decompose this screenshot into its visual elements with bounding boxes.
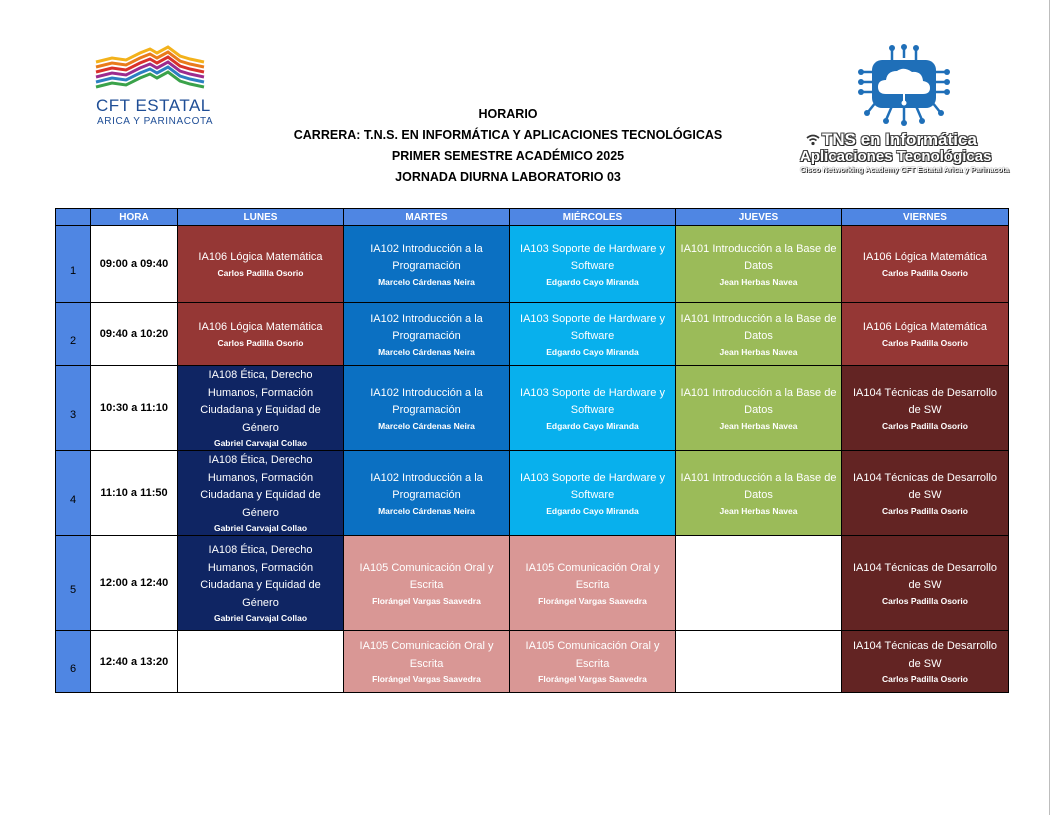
title-line-2: CARRERA: T.N.S. EN INFORMÁTICA Y APLICACIONES TECNOLÓGICAS bbox=[293, 128, 723, 142]
logo-title-text: TNS en Informática bbox=[822, 130, 977, 149]
course-name: IA101 Introducción a la Base de Datos bbox=[680, 242, 837, 272]
course-name: IA105 Comunicación Oral y Escrita bbox=[525, 640, 660, 670]
row-number bbox=[56, 303, 91, 366]
row-number bbox=[56, 631, 91, 693]
time-cell: 11:10 a 11:50 bbox=[91, 451, 178, 536]
class-cell-ia104 bbox=[842, 631, 1009, 693]
course-name: IA103 Soporte de Hardware y Software bbox=[520, 312, 665, 342]
class-cell-ia102 bbox=[344, 366, 510, 451]
teacher-name: Jean Herbas Navea bbox=[719, 420, 798, 431]
header-jueves: JUEVES bbox=[676, 209, 842, 226]
course-name: IA101 Introducción a la Base de Datos bbox=[680, 312, 837, 342]
teacher-name: Edgardo Cayo Miranda bbox=[546, 276, 639, 287]
course-name: IA101 Introducción a la Base de Datos bbox=[680, 386, 837, 416]
row-number bbox=[56, 536, 91, 631]
teacher-name: Carlos Padilla Osorio bbox=[217, 267, 304, 278]
empty-cell bbox=[676, 536, 842, 631]
teacher-name: Jean Herbas Navea bbox=[719, 346, 798, 357]
class-cell-ia105 bbox=[510, 536, 676, 631]
header-hora: HORA bbox=[91, 209, 178, 226]
header-martes: MARTES bbox=[344, 209, 510, 226]
row-number-text: 1 bbox=[69, 265, 77, 277]
class-cell-ia105 bbox=[344, 536, 510, 631]
table-row bbox=[56, 303, 1009, 366]
teacher-name: Jean Herbas Navea bbox=[719, 505, 798, 516]
class-cell-ia104 bbox=[842, 366, 1009, 451]
teacher-name: Florángel Vargas Saavedra bbox=[372, 674, 481, 684]
class-cell-ia108 bbox=[178, 366, 344, 451]
table-row bbox=[56, 536, 1009, 631]
course-name: IA103 Soporte de Hardware y Software bbox=[520, 386, 665, 416]
course-name: IA106 Lógica Matemática bbox=[862, 251, 988, 264]
class-cell-ia103 bbox=[510, 451, 676, 536]
course-name: IA102 Introducción a la Programación bbox=[370, 386, 483, 416]
header-number bbox=[56, 209, 91, 226]
teacher-name: Florángel Vargas Saavedra bbox=[538, 674, 647, 684]
teacher-name: Carlos Padilla Osorio bbox=[882, 595, 968, 606]
course-name: IA101 Introducción a la Base de Datos bbox=[680, 471, 837, 501]
class-cell-ia108 bbox=[178, 536, 344, 631]
schedule-title bbox=[200, 104, 816, 188]
teacher-name: Carlos Padilla Osorio bbox=[882, 420, 968, 431]
class-cell-ia102 bbox=[344, 451, 510, 536]
time-cell: 09:40 a 10:20 bbox=[91, 303, 178, 366]
course-name: IA106 Lógica Matemática bbox=[198, 321, 323, 334]
course-name: IA105 Comunicación Oral y Escrita bbox=[525, 561, 660, 591]
course-name: IA102 Introducción a la Programación bbox=[370, 242, 483, 272]
header-lunes: LUNES bbox=[178, 209, 344, 226]
course-name: IA106 Lógica Matemática bbox=[198, 251, 323, 264]
logo-brand-text: CFT ESTATAL bbox=[96, 96, 211, 115]
teacher-name: Marcelo Cárdenas Neira bbox=[378, 505, 475, 516]
title-line-1: HORARIO bbox=[478, 107, 538, 121]
empty-cell bbox=[676, 631, 842, 693]
class-cell-ia101 bbox=[676, 366, 842, 451]
teacher-name: Marcelo Cárdenas Neira bbox=[378, 276, 475, 287]
course-name: IA104 Técnicas de Desarrollo de SW bbox=[852, 561, 998, 591]
table-row bbox=[56, 366, 1009, 451]
class-cell-ia102 bbox=[344, 303, 510, 366]
row-number bbox=[56, 226, 91, 303]
class-cell-ia104 bbox=[842, 536, 1009, 631]
class-cell-ia101 bbox=[676, 303, 842, 366]
class-cell-ia103 bbox=[510, 366, 676, 451]
class-cell-ia106 bbox=[178, 303, 344, 366]
title-line-3: PRIMER SEMESTRE ACADÉMICO 2025 bbox=[391, 149, 625, 163]
row-number bbox=[56, 366, 91, 451]
course-name: IA105 Comunicación Oral y Escrita bbox=[359, 561, 494, 591]
table-row bbox=[56, 226, 1009, 303]
course-name: IA102 Introducción a la Programación bbox=[370, 312, 483, 342]
teacher-name: Florángel Vargas Saavedra bbox=[538, 595, 647, 606]
cft-logo bbox=[94, 44, 214, 128]
teacher-name: Marcelo Cárdenas Neira bbox=[378, 420, 475, 431]
header-viernes: VIERNES bbox=[842, 209, 1009, 226]
mountain-stripes-icon bbox=[94, 44, 209, 94]
class-cell-ia106 bbox=[842, 303, 1009, 366]
class-cell-ia103 bbox=[510, 226, 676, 303]
class-cell-ia105 bbox=[344, 631, 510, 693]
class-cell-ia102 bbox=[344, 226, 510, 303]
teacher-name: Carlos Padilla Osorio bbox=[882, 267, 968, 278]
course-name: IA102 Introducción a la Programación bbox=[370, 471, 483, 501]
teacher-name: Jean Herbas Navea bbox=[719, 276, 798, 287]
class-cell-ia106 bbox=[842, 226, 1009, 303]
time-cell: 12:00 a 12:40 bbox=[91, 536, 178, 631]
teacher-name: Edgardo Cayo Miranda bbox=[546, 420, 639, 431]
class-cell-ia105 bbox=[510, 631, 676, 693]
course-name: IA104 Técnicas de Desarrollo de SW bbox=[852, 471, 998, 501]
course-name: IA105 Comunicación Oral y Escrita bbox=[359, 640, 494, 670]
table-row bbox=[56, 451, 1009, 536]
row-number-text: 2 bbox=[69, 335, 77, 347]
course-name: IA108 Ética, Derecho Humanos, Formación Ciudadana y Equidad de Género bbox=[200, 369, 321, 434]
teacher-name: Carlos Padilla Osorio bbox=[882, 674, 968, 684]
logo-title-line bbox=[806, 130, 977, 150]
logo-subtitle-text: ARICA Y PARINACOTA bbox=[97, 116, 214, 127]
schedule-table bbox=[55, 208, 1009, 693]
teacher-name: Carlos Padilla Osorio bbox=[217, 337, 304, 348]
course-name: IA108 Ética, Derecho Humanos, Formación Ciudadana y Equidad de Género bbox=[200, 544, 321, 609]
course-name: IA106 Lógica Matemática bbox=[862, 321, 988, 334]
teacher-name: Carlos Padilla Osorio bbox=[882, 337, 968, 348]
row-number-text: 5 bbox=[69, 584, 77, 596]
logo-academy-line: Cisco Networking Academy CFT Estatal Arica y Parinacota bbox=[800, 165, 1010, 174]
cloud-circuit-icon bbox=[856, 44, 952, 126]
class-cell-ia108 bbox=[178, 451, 344, 536]
class-cell-ia104 bbox=[842, 451, 1009, 536]
tns-logo bbox=[798, 44, 1010, 180]
header-miercoles: MIÉRCOLES bbox=[510, 209, 676, 226]
teacher-name: Gabriel Carvajal Collao bbox=[213, 523, 308, 533]
teacher-name: Edgardo Cayo Miranda bbox=[546, 505, 639, 516]
teacher-name: Marcelo Cárdenas Neira bbox=[378, 346, 475, 357]
teacher-name: Gabriel Carvajal Collao bbox=[213, 438, 308, 448]
row-number-text: 3 bbox=[69, 409, 77, 421]
course-name: IA104 Técnicas de Desarrollo de SW bbox=[852, 640, 998, 670]
teacher-name: Florángel Vargas Saavedra bbox=[372, 595, 481, 606]
teacher-name: Gabriel Carvajal Collao bbox=[213, 613, 308, 623]
time-cell: 09:00 a 09:40 bbox=[91, 226, 178, 303]
course-name: IA103 Soporte de Hardware y Software bbox=[520, 242, 665, 272]
row-number-text: 6 bbox=[69, 662, 77, 675]
header-row bbox=[56, 209, 1009, 226]
class-cell-ia101 bbox=[676, 451, 842, 536]
title-line-4: JORNADA DIURNA LABORATORIO 03 bbox=[395, 170, 621, 184]
class-cell-ia106 bbox=[178, 226, 344, 303]
time-cell: 12:40 a 13:20 bbox=[91, 631, 178, 693]
course-name: IA103 Soporte de Hardware y Software bbox=[520, 471, 665, 501]
class-cell-ia101 bbox=[676, 226, 842, 303]
class-cell-ia103 bbox=[510, 303, 676, 366]
page-edge bbox=[1049, 0, 1050, 815]
course-name: IA104 Técnicas de Desarrollo de SW bbox=[852, 386, 998, 416]
row-number bbox=[56, 451, 91, 536]
empty-cell bbox=[178, 631, 344, 693]
logo-subtitle-line: Aplicaciones Tecnológicas bbox=[800, 148, 992, 165]
teacher-name: Carlos Padilla Osorio bbox=[882, 505, 968, 516]
table-row bbox=[56, 631, 1009, 693]
course-name: IA108 Ética, Derecho Humanos, Formación Ciudadana y Equidad de Género bbox=[200, 454, 321, 519]
time-cell: 10:30 a 11:10 bbox=[91, 366, 178, 451]
row-number-text: 4 bbox=[69, 494, 77, 506]
teacher-name: Edgardo Cayo Miranda bbox=[546, 346, 639, 357]
